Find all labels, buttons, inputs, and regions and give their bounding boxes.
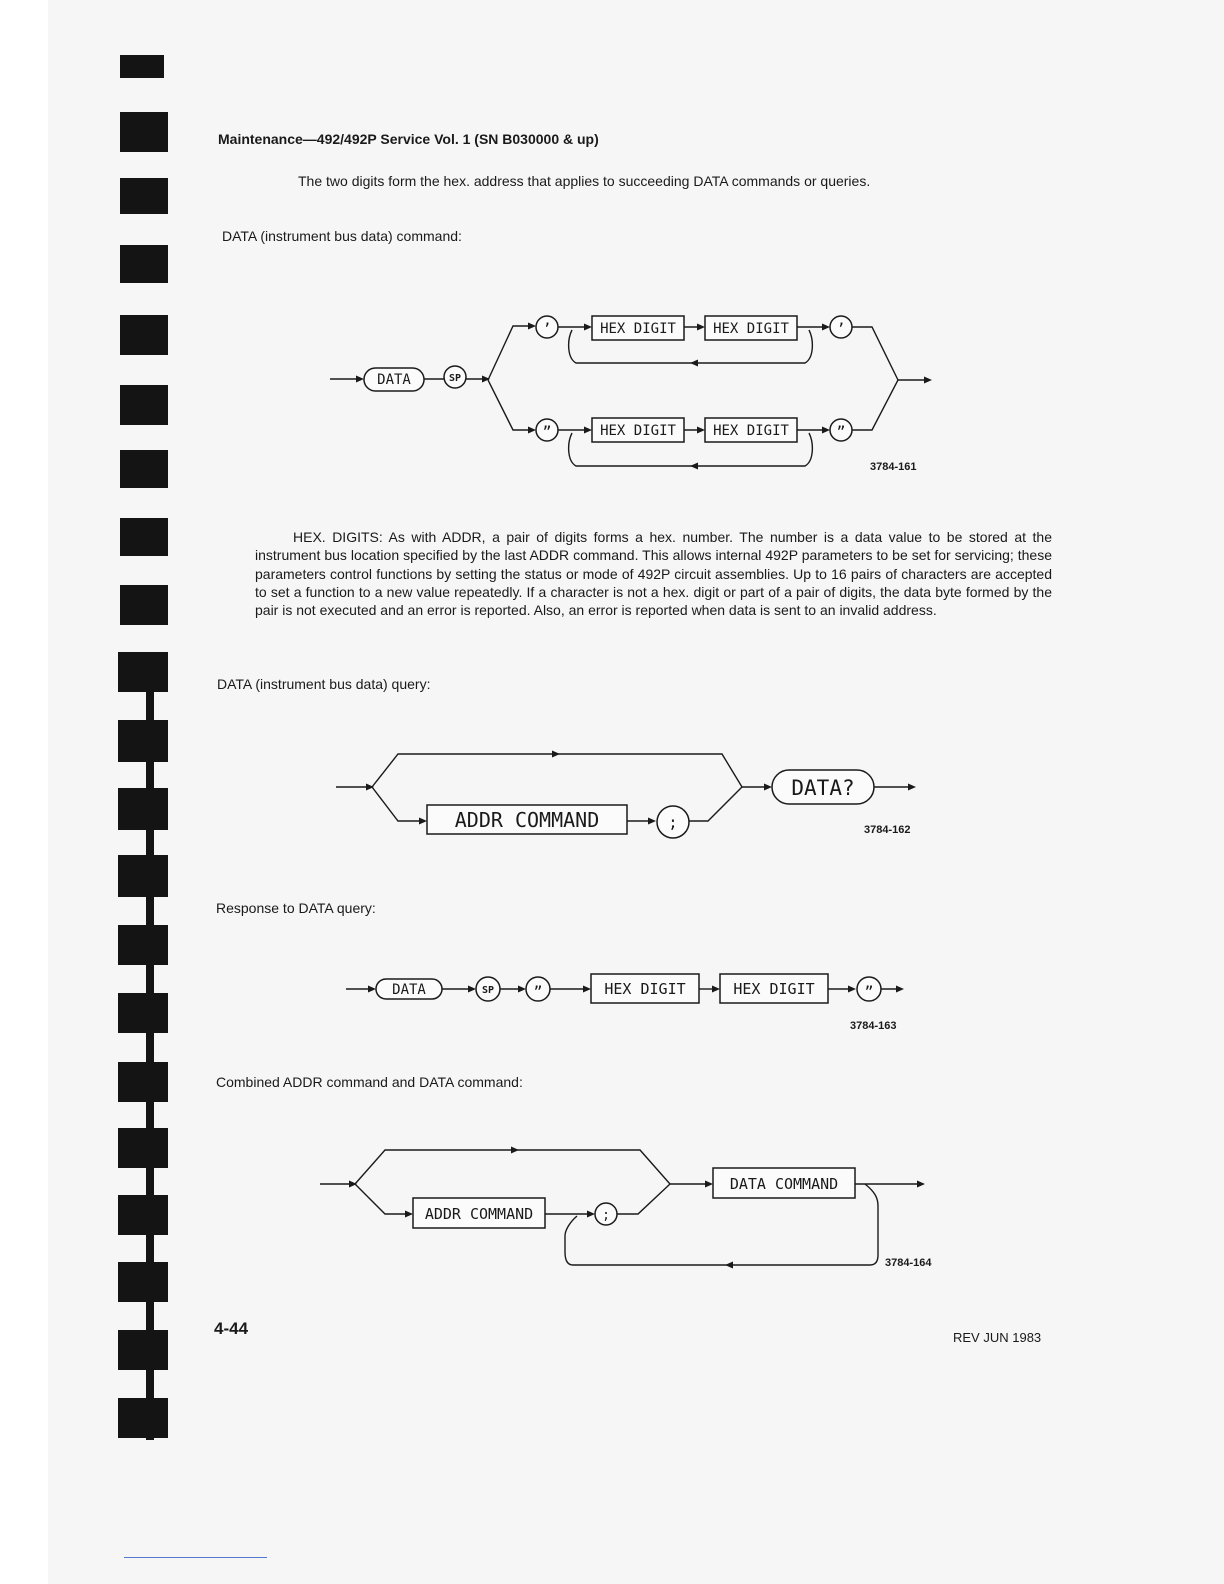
branch-upper-out: [852, 327, 898, 380]
page-header: Maintenance—492/492P Service Vol. 1 (SN B030000 & up): [218, 131, 599, 147]
addr-command-text: ADDR COMMAND: [454, 808, 600, 832]
sp-text: SP: [481, 985, 495, 996]
bottom-rule: [124, 1557, 267, 1558]
arrow-marker: [712, 986, 720, 993]
section-label-response: Response to DATA query:: [216, 900, 376, 916]
arrow-marker: [908, 784, 916, 791]
section-label-data-command: DATA (instrument bus data) command:: [222, 228, 462, 244]
data-command-text: DATA COMMAND: [729, 1175, 839, 1193]
single-quote-open-text: ’: [542, 320, 552, 338]
semicolon-text: ;: [668, 813, 678, 832]
branch-in: [372, 787, 420, 821]
arrow-marker: [356, 376, 364, 383]
hex-digit-text: HEX DIGIT: [713, 321, 789, 337]
hex-digits-paragraph: HEX. DIGITS: As with ADDR, a pair of digits forms a hex. number. The number is a data value to be stored at the instrument bus location specified by the last ADDR command. This allows internal 492P parameters to be set for servicing; these parameters control functions by setting the status or mode of 492P circuit assemblies. Up to 16 pairs of characters are accepted to set a function to a new value repeatedly. If a character is not a hex. digit or part of a pair of digits, the data byte formed by the pair is not executed and an error is reported. Also, an error is reported when data is sent to an invalid address.: [255, 529, 1052, 619]
double-quote-open-text: ”: [542, 423, 552, 441]
keyword-data-text: DATA: [377, 372, 411, 388]
addr-command-text: ADDR COMMAND: [424, 1205, 534, 1223]
arrow-marker: [697, 427, 705, 434]
figure-number: 3784-163: [850, 1020, 897, 1032]
bypass-line: [372, 754, 742, 787]
figure-number: 3784-164: [885, 1257, 932, 1269]
arrow-marker: [896, 986, 904, 993]
branch-out: [617, 1184, 670, 1214]
arrow-marker: [917, 1181, 925, 1188]
binder-strip: [112, 0, 182, 1460]
arrow-marker: [405, 1211, 413, 1218]
keyword-data-text: DATA: [392, 982, 426, 998]
arrow-marker: [528, 323, 536, 330]
syntax-diagram-response: [340, 965, 920, 1040]
arrow-marker: [584, 324, 592, 331]
syntax-diagram-combined: [315, 1140, 945, 1275]
revision-date: REV JUN 1983: [953, 1330, 1042, 1345]
hex-digit-text: HEX DIGIT: [733, 980, 815, 998]
double-quote-open-text: ”: [533, 983, 543, 1001]
arrow-marker: [468, 986, 476, 993]
hex-digit-text: HEX DIGIT: [600, 321, 676, 337]
arrow-marker: [368, 986, 376, 993]
arrow-marker: [848, 986, 856, 993]
branch-upper-in: [488, 326, 532, 380]
arrow-marker: [419, 818, 427, 825]
branch-lower-out: [852, 380, 898, 430]
branch-out: [689, 787, 742, 821]
page-number: 4-44: [214, 1319, 249, 1338]
arrow-marker: [690, 463, 698, 470]
hex-digit-text: HEX DIGIT: [600, 423, 676, 439]
arrow-marker: [511, 1147, 519, 1154]
branch-lower-in: [488, 380, 532, 430]
branch-in: [355, 1184, 407, 1214]
figure-number: 3784-161: [870, 461, 917, 473]
syntax-diagram-data-command: [320, 300, 940, 480]
section-label-combined: Combined ADDR command and DATA command:: [216, 1074, 523, 1090]
hex-digit-text: HEX DIGIT: [604, 980, 686, 998]
arrow-marker: [924, 377, 932, 384]
arrow-marker: [705, 1181, 713, 1188]
arrow-marker: [725, 1262, 733, 1269]
double-quote-close-text: ”: [836, 423, 846, 441]
intro-text: The two digits form the hex. address that applies to succeeding DATA commands or queries.: [298, 173, 871, 189]
arrow-marker: [583, 986, 591, 993]
arrow-marker: [690, 360, 698, 367]
arrow-marker: [648, 818, 656, 825]
arrow-marker: [587, 1211, 595, 1218]
arrow-marker: [822, 324, 830, 331]
hex-digit-text: HEX DIGIT: [713, 423, 789, 439]
syntax-diagram-data-query: [330, 745, 930, 845]
double-quote-close-text: ”: [864, 983, 874, 1001]
sp-text: SP: [448, 373, 462, 384]
keyword-data-query-text: DATA?: [791, 776, 855, 800]
semicolon-text: ;: [602, 1208, 610, 1223]
section-label-data-query: DATA (instrument bus data) query:: [217, 676, 431, 692]
arrow-marker: [552, 751, 560, 758]
arrow-marker: [822, 427, 830, 434]
figure-number: 3784-162: [864, 824, 911, 836]
arrow-marker: [697, 324, 705, 331]
arrow-marker: [764, 784, 772, 791]
arrow-marker: [528, 427, 536, 434]
single-quote-close-text: ’: [836, 320, 846, 338]
bypass-line: [355, 1150, 670, 1184]
arrow-marker: [584, 427, 592, 434]
arrow-marker: [518, 986, 526, 993]
